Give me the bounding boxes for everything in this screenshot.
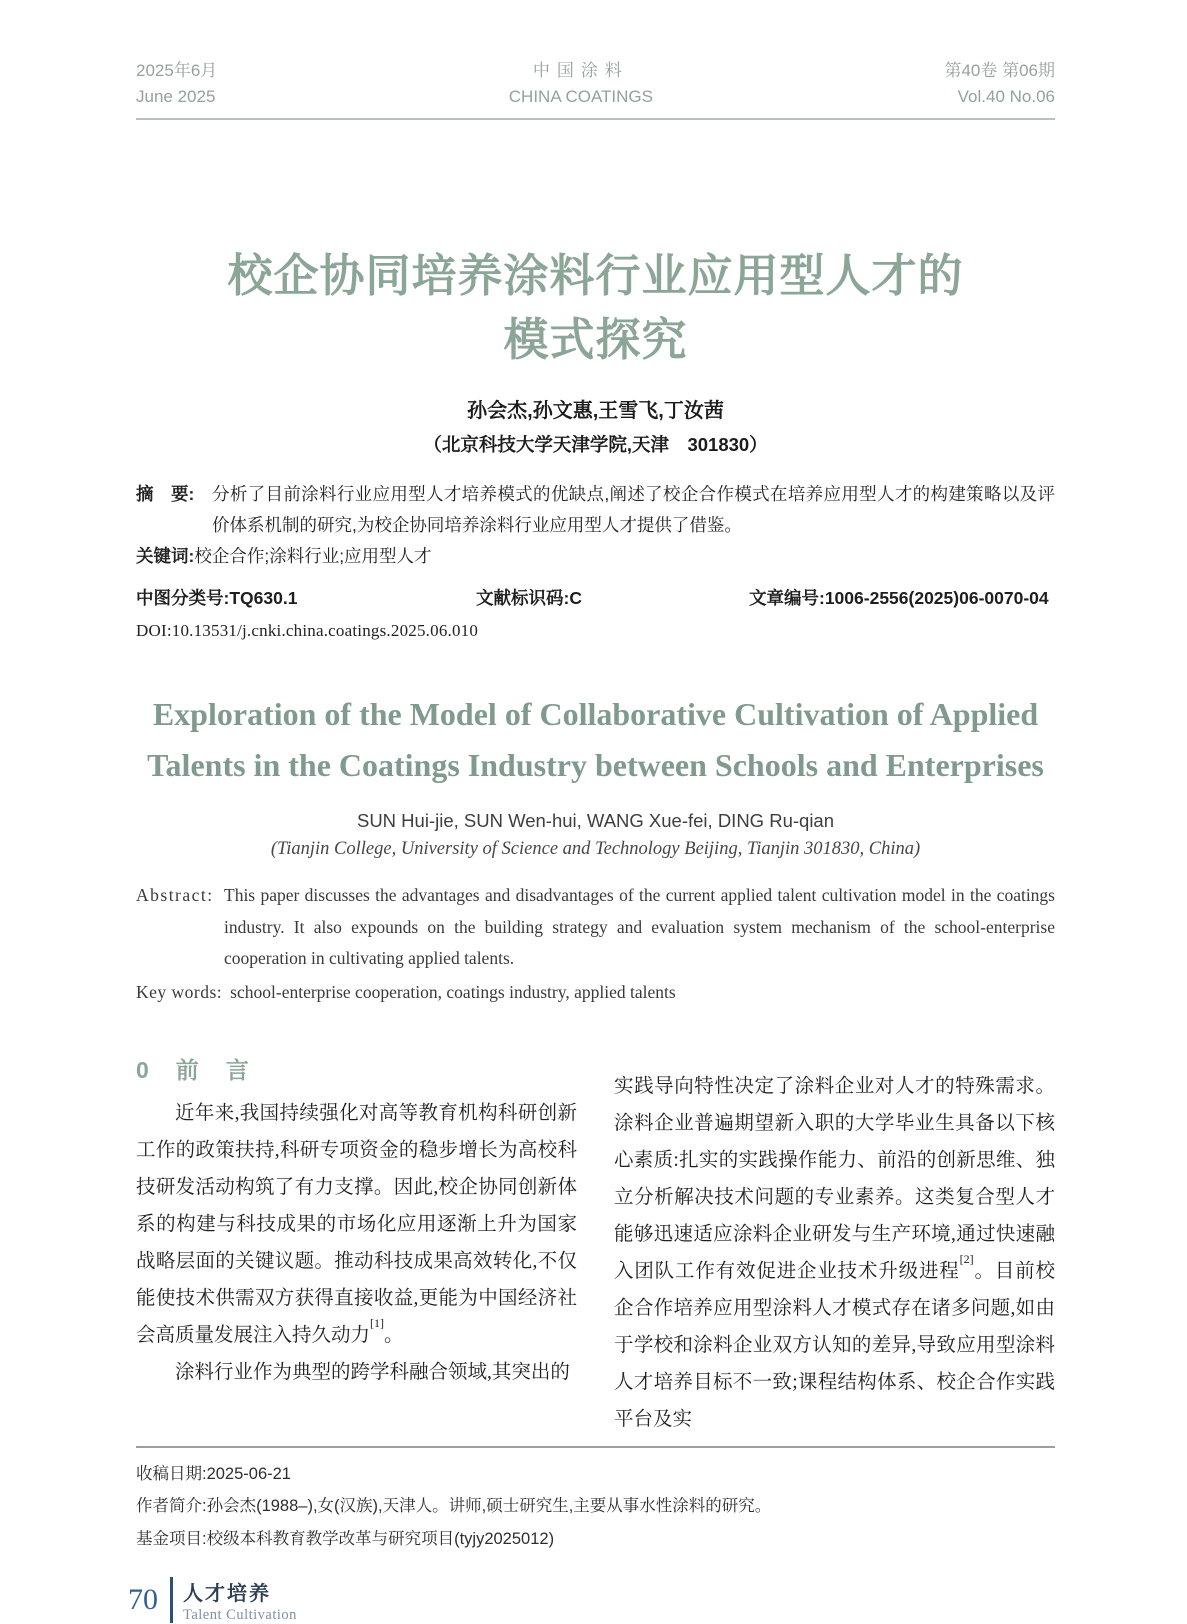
article-title-cn [136, 244, 1055, 372]
article-title-en: Exploration of the Model of Collaborative Cultivation of Applied Talents in the Coatings Industry between Schools and Enterprises [147, 696, 1044, 783]
citation-ref-2: [2] [959, 1252, 974, 1267]
abstract-cn-text: 分析了目前涂料行业应用型人才培养模式的优缺点,阐述了校企合作模式在培养应用型人才的构建策略以及评价体系机制的研究,为校企协同培养涂料行业应用型人才提供了借鉴。 [212, 483, 1055, 535]
affiliation-cn: （北京科技大学天津学院,天津 301830） [423, 433, 768, 455]
footnote-author-bio: 作者简介:孙会杰(1988–),女(汉族),天津人。讲师,硕士研究生,主要从事水性涂料的研究。 [136, 1497, 772, 1516]
abstract-cn [136, 479, 1055, 541]
doi: DOI:10.13531/j.cnki.china.coatings.2025.06.010 [136, 621, 479, 641]
paragraph-2-cont-text: 实践导向特性决定了涂料企业对人才的特殊需求。涂料企业普遍期望新入职的大学毕业生具备以下核心素质:扎实的实践操作能力、前沿的创新思维、独立分析解决技术问题的专业素养。这类复合型人才能够迅速适应涂料企业研发与生产环境,通过快速融入团队工作有效促进企业技术升级进程 [614, 1076, 1055, 1283]
journal-name-en: CHINA COATINGS [508, 86, 653, 106]
header-volume [944, 58, 1055, 109]
article-id: 文章编号:1006-2556(2025)06-0070-04 [749, 588, 1049, 609]
affiliation-en: (Tianjin College, University of Science and Technology Beijing, Tianjin 301830, China) [270, 839, 921, 860]
footnote-divider [136, 1446, 1055, 1448]
column-name-cn: 人才培养 [183, 1582, 271, 1605]
paragraph-2 [136, 1354, 577, 1391]
title-cn-line2: 模式探究 [503, 313, 688, 365]
footer-divider-bar [170, 1577, 173, 1623]
header-date-cn: 2025年6月 [136, 61, 218, 80]
journal-name [509, 58, 653, 109]
paragraph-2-cont-end: 。目前校企合作培养应用型涂料人才模式存在诸多问题,如由于学校和涂料企业双方认知的差异,导致应用型涂料人才培养目标不一致;课程结构体系、校企合作实践平台及实 [614, 1261, 1055, 1431]
abstract-cn-label: 摘 要: [136, 483, 195, 504]
classification-row [136, 585, 1055, 610]
paragraph-1-end: 。 [384, 1325, 404, 1347]
journal-header [136, 58, 1055, 120]
header-date-en: June 2025 [136, 86, 216, 106]
volume-cn: 第40卷 第06期 [944, 61, 1055, 80]
page-number: 70 [128, 1583, 158, 1617]
citation-ref-1: [1] [370, 1316, 385, 1331]
keywords-cn-text: 校企合作;涂料行业;应用型人才 [194, 546, 432, 567]
page-footer [128, 1577, 1055, 1624]
keywords-cn [136, 541, 1055, 572]
column-name-en: Talent Cultivation [183, 1606, 297, 1623]
footnote-received-date: 收稿日期:2025-06-21 [136, 1465, 291, 1484]
journal-name-cn: 中国涂料 [532, 61, 629, 80]
paragraph-2-text: 涂料行业作为典型的跨学科融合领域,其突出的 [175, 1362, 570, 1384]
right-column [614, 1052, 1055, 1438]
document-code: 文献标识码:C [476, 588, 582, 609]
abstract-en-label: Abstract: [136, 885, 214, 906]
paragraph-2-continued [614, 1068, 1055, 1438]
title-cn-line1: 校企协同培养涂料行业应用型人才的 [227, 250, 964, 301]
abstract-en [136, 880, 1055, 975]
volume-en: Vol.40 No.06 [957, 86, 1055, 106]
paragraph-1-text: 近年来,我国持续强化对高等教育机构科研创新工作的政策扶持,科研专项资金的稳步增长为高校科技研发活动构筑了有力支撑。因此,校企协同创新体系的构建与科技成果的市场化应用逐渐上升为国家战略层面的关键议题。推动科技成果高效转化,不仅能使技术供需双方获得直接收益,更能为中国经济社会高质量发展注入持久动力 [136, 1103, 577, 1347]
keywords-en-label: Key words: [136, 981, 223, 1002]
paragraph-1 [136, 1095, 577, 1354]
authors-cn: 孙会杰,孙文惠,王雪飞,丁汝茜 [467, 399, 724, 422]
footnotes [136, 1458, 1055, 1555]
body-columns [136, 1052, 1055, 1438]
authors-en: SUN Hui-jie, SUN Wen-hui, WANG Xue-fei, DING Ru-qian [356, 810, 835, 832]
header-date [136, 58, 217, 109]
abstract-en-text: This paper discusses the advantages and disadvantages of the current applied talent cultivation model in the coatings industry. It also expounds on the building strategy and evaluation system mechanism of the school-enterprise cooperation in cultivating applied talents. [224, 885, 1055, 969]
keywords-en [136, 977, 1055, 1009]
footnote-fund-project: 基金项目:校级本科教育教学改革与研究项目(tyjy2025012) [136, 1529, 555, 1548]
section-0-heading: 0 前 言 [136, 1057, 251, 1084]
left-column [136, 1052, 577, 1438]
column-name [183, 1577, 297, 1624]
clc-number: 中图分类号:TQ630.1 [136, 588, 298, 609]
keywords-cn-label: 关键词: [136, 546, 195, 567]
keywords-en-text: school-enterprise cooperation, coatings industry, applied talents [230, 981, 676, 1002]
